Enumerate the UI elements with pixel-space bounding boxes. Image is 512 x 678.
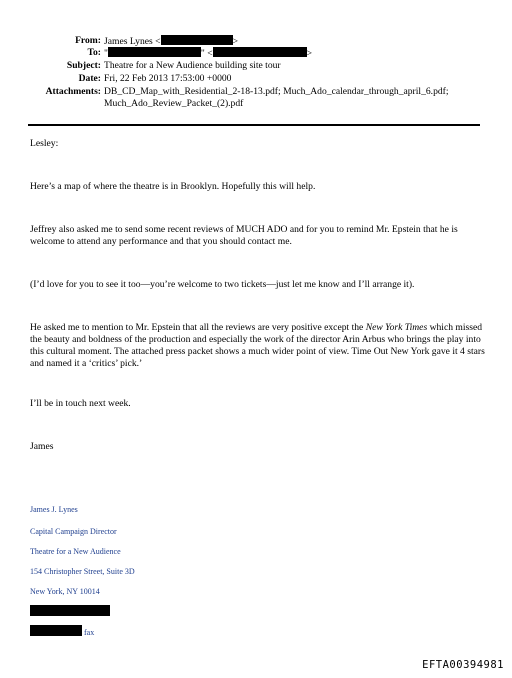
date-label: Date: bbox=[78, 73, 101, 84]
redaction-bar bbox=[108, 47, 201, 57]
to-close: > bbox=[306, 48, 313, 59]
date-value: Fri, 22 Feb 2013 17:53:00 +0000 bbox=[104, 73, 232, 84]
greeting: Lesley: bbox=[30, 138, 59, 149]
publication-name: New York Times bbox=[365, 322, 428, 333]
from-close: > bbox=[232, 36, 238, 47]
paragraph: Jeffrey also asked me to send some recent reviews of MUCH ADO and for you to remind Mr. Epstein that he is welcome to attend any performance and that you should contact me. bbox=[30, 224, 458, 247]
redaction-bar bbox=[161, 35, 233, 45]
document-id: EFTA00394981 bbox=[422, 659, 504, 671]
paragraph: I’ll be in touch next week. bbox=[30, 398, 131, 409]
to-value: " bbox=[104, 48, 108, 59]
signature-name: James J. Lynes bbox=[30, 505, 78, 514]
attachment-link[interactable]: DB_CD_Map_with_Residential_2-18-13.pdf; Much_Ado_calendar_through_april_6.pdf; bbox=[104, 86, 449, 97]
signature-title: Capital Campaign Director bbox=[30, 527, 117, 536]
header-divider bbox=[28, 124, 480, 126]
signature-phone bbox=[30, 605, 110, 617]
signature-org: Theatre for a New Audience bbox=[30, 547, 121, 556]
attachment-link[interactable]: Much_Ado_Review_Packet_(2).pdf bbox=[104, 98, 244, 109]
paragraph: (I’d love for you to see it too—you’re welcome to two tickets—just let me know and I’ll arrange it). bbox=[30, 279, 415, 290]
attachments-label: Attachments: bbox=[45, 86, 101, 97]
paragraph: Here’s a map of where the theatre is in Brooklyn. Hopefully this will help. bbox=[30, 181, 316, 192]
redaction-bar bbox=[213, 47, 307, 57]
from-value: James Lynes < bbox=[104, 36, 161, 47]
fax-label: fax bbox=[84, 628, 95, 637]
signature-fax bbox=[30, 625, 94, 637]
to-label: To: bbox=[87, 47, 101, 58]
closing: James bbox=[30, 441, 54, 452]
to-mid: " < bbox=[200, 48, 213, 59]
signature-address: 154 Christopher Street, Suite 3D bbox=[30, 567, 135, 576]
redaction-bar bbox=[30, 605, 110, 616]
redaction-bar bbox=[30, 625, 82, 636]
subject-label: Subject: bbox=[66, 60, 101, 71]
paragraph: He asked me to mention to Mr. Epstein that all the reviews are very positive except the New York Times which missed the beauty and boldness of the production and especially the work of the director Arin Arbus who brings the play into this cultural moment. The attached press packet shows a much wider point of view. Time Out New York gave it 4 stars and named it a ‘critics’ pick.’ bbox=[30, 322, 485, 369]
subject-value: Theatre for a New Audience building site tour bbox=[104, 60, 281, 71]
signature-address: New York, NY 10014 bbox=[30, 587, 100, 596]
from-label: From: bbox=[75, 35, 101, 46]
